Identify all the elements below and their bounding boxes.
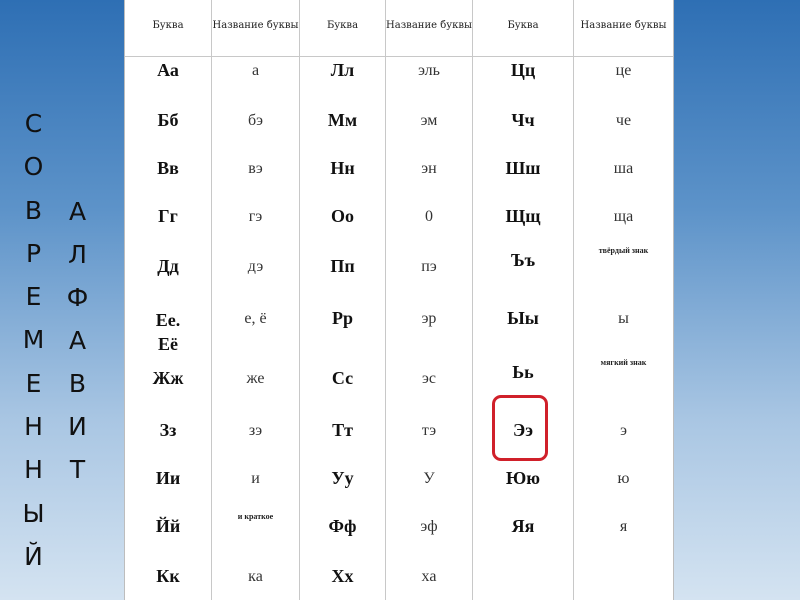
alphabet-letter: Тт <box>332 420 353 440</box>
header-letter-2: Буква <box>326 20 359 31</box>
alphabet-letter: Уу <box>331 468 354 488</box>
alphabet-letter: Ыы <box>507 308 539 328</box>
header-name-1: Название буквы <box>212 20 299 31</box>
alphabet-letter: Зз <box>159 420 177 440</box>
column-divider <box>299 0 300 600</box>
title-letter: С <box>24 109 44 138</box>
letter-name: ка <box>248 568 263 585</box>
alphabet-letter: Рр <box>331 308 353 328</box>
letter-name: эс <box>422 370 436 387</box>
title-letter: Н <box>24 412 44 442</box>
title-letter: Е <box>25 368 43 398</box>
title-letter: М <box>22 325 46 355</box>
alphabet-letter: Гг <box>158 206 178 226</box>
letter-name: че <box>615 112 632 129</box>
alphabet-letter: Фф <box>328 516 357 536</box>
alphabet-letter: Хх <box>331 566 354 586</box>
title-letter: Л <box>68 240 88 269</box>
letter-name: я <box>619 518 628 535</box>
letter-name: твёрдый знак <box>598 246 649 255</box>
title-letter: Й <box>24 541 44 571</box>
letter-name: ы <box>618 310 629 327</box>
alphabet-letter: Дд <box>157 256 179 276</box>
letter-name: тэ <box>421 422 437 439</box>
letter-name: э <box>620 422 627 439</box>
alphabet-letter: Сс <box>331 368 354 388</box>
letter-name: а <box>251 62 260 79</box>
title-letter: Н <box>24 455 44 485</box>
title-letter: А <box>68 326 88 355</box>
letter-name: эн <box>421 160 437 177</box>
alphabet-letter: Вв <box>157 158 179 178</box>
alphabet-letter: Цц <box>510 60 536 80</box>
alphabet-table <box>124 0 674 600</box>
letter-name: 0 <box>425 208 433 225</box>
alphabet-letter: Ъъ <box>510 250 536 270</box>
title-letter: Р <box>25 238 43 268</box>
alphabet-letter: Кк <box>156 566 180 586</box>
letter-name: У <box>423 470 435 487</box>
vertical-title-word-1 <box>22 102 46 578</box>
alphabet-letter: Шш <box>505 158 541 178</box>
title-letter: И <box>68 412 88 441</box>
header-name-2: Название буквы <box>386 20 472 31</box>
title-letter: Т <box>69 455 87 484</box>
column-divider <box>385 0 386 600</box>
title-letter: Е <box>25 282 43 312</box>
column-divider <box>211 0 212 600</box>
letter-name: ю <box>617 470 630 487</box>
alphabet-letter: Лл <box>330 60 355 80</box>
letter-name: зэ <box>248 422 263 439</box>
alphabet-letter: Нн <box>330 158 355 178</box>
alphabet-letter: Яя <box>511 516 535 536</box>
vertical-title-word-2 <box>66 190 90 491</box>
alphabet-letter: Йй <box>155 516 181 536</box>
alphabet-letter: Мм <box>327 110 358 130</box>
title-letter: Ы <box>22 498 46 528</box>
alphabet-letter: Ее. Её <box>155 310 181 354</box>
alphabet-letter: Жж <box>152 368 184 388</box>
alphabet-letter: Ьь <box>512 362 534 382</box>
alphabet-letter: Щщ <box>505 206 541 226</box>
letter-name: эль <box>418 62 440 79</box>
letter-name: и краткое <box>237 512 274 521</box>
title-letter: О <box>23 152 45 182</box>
letter-name: мягкий знак <box>600 358 647 367</box>
letter-name: це <box>615 62 632 79</box>
letter-name: ха <box>421 568 437 585</box>
letter-name: вэ <box>248 160 263 177</box>
header-letter-3: Буква <box>507 20 539 31</box>
alphabet-letter: Пп <box>330 256 355 276</box>
alphabet-letter: Аа <box>157 60 179 80</box>
letter-name: эм <box>420 112 438 129</box>
alphabet-letter: Бб <box>157 110 179 130</box>
letter-name: же <box>246 370 265 387</box>
letter-name: ша <box>613 160 634 177</box>
title-letter: А <box>68 197 88 226</box>
header-divider <box>125 56 673 57</box>
letter-name: ща <box>613 208 634 225</box>
alphabet-letter: Ээ <box>513 420 533 440</box>
letter-name: дэ <box>247 258 264 275</box>
letter-name: эф <box>420 518 438 535</box>
title-letter: Ф <box>66 283 90 312</box>
letter-name: бэ <box>247 112 263 129</box>
alphabet-letter: Юю <box>505 468 541 488</box>
letter-name: е, ё <box>244 310 267 327</box>
title-letter: В <box>68 369 88 398</box>
header-letter-1: Буква <box>152 20 184 31</box>
letter-name: эр <box>421 310 437 327</box>
column-divider <box>472 0 473 600</box>
letter-name: и <box>251 470 260 487</box>
letter-name: пэ <box>421 258 437 275</box>
alphabet-letter: Чч <box>511 110 535 130</box>
column-divider <box>573 0 574 600</box>
letter-name: гэ <box>248 208 263 225</box>
header-name-3: Название буквы <box>580 20 667 31</box>
alphabet-letter: Оо <box>330 206 354 226</box>
title-letter: В <box>24 195 44 225</box>
alphabet-letter: Ии <box>155 468 181 488</box>
